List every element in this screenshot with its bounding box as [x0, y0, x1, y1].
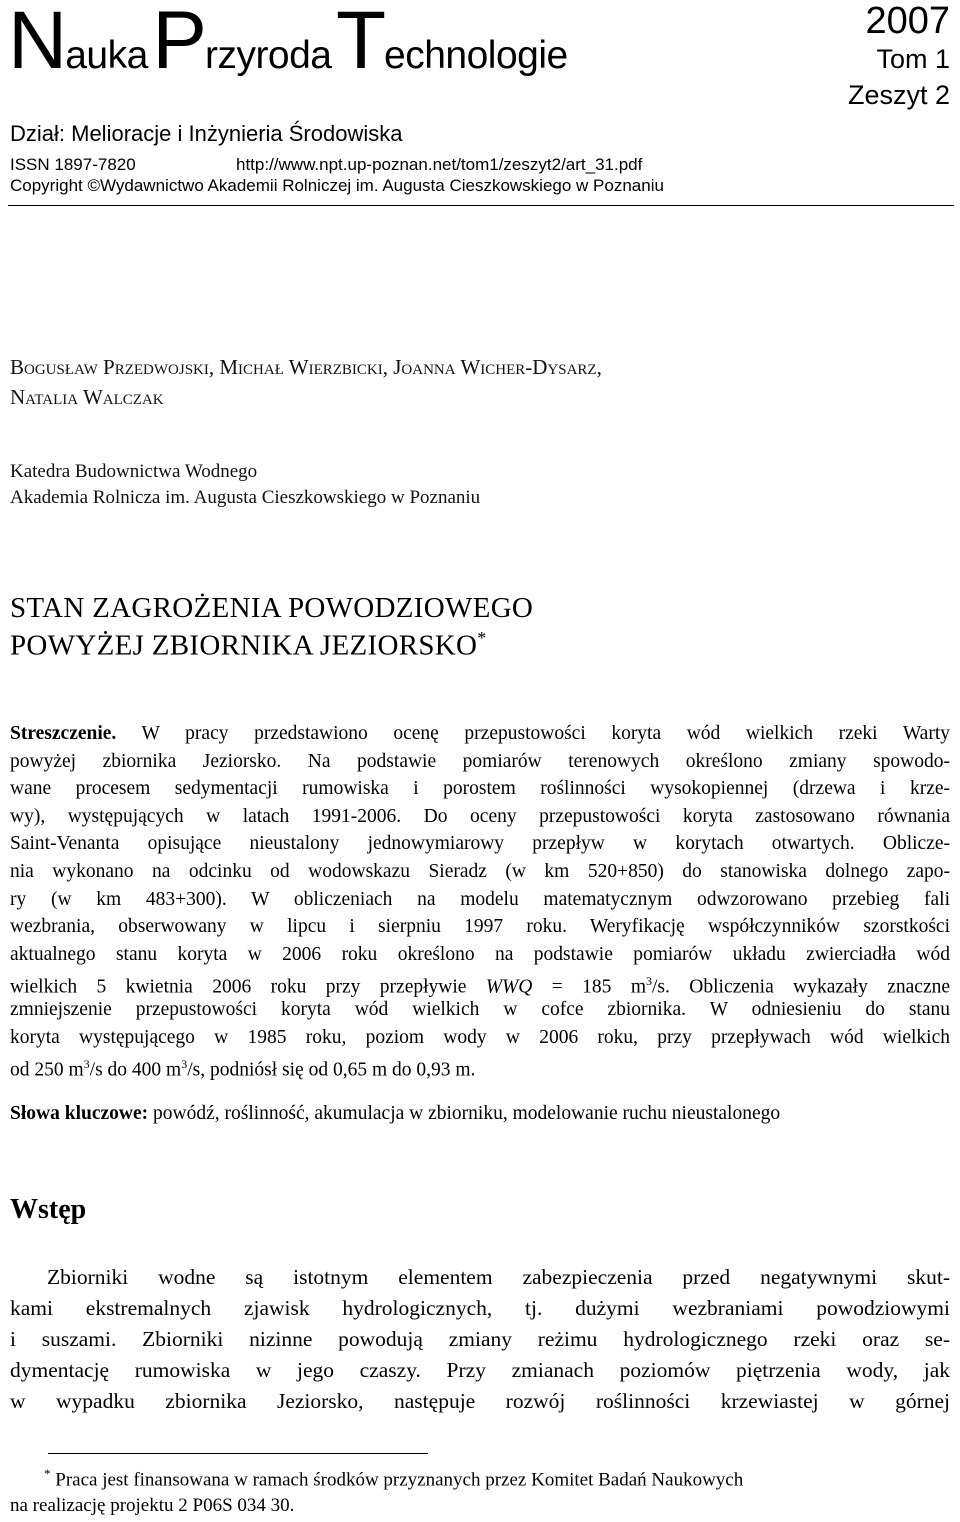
footnote-line-1	[44, 1466, 743, 1491]
journal-word-nauka: auka	[65, 34, 148, 77]
abstract-line	[10, 720, 950, 748]
footnote-mark: *	[44, 1466, 51, 1481]
copyright: Copyright ©Wydawnictwo Akademii Rolniczej im. Augusta Cieszkowskiego w Poznaniu	[10, 176, 664, 195]
abstract-text: /s do 400 m	[89, 1059, 182, 1081]
abstract-text: wielkich 5 kwietnia 2006 roku przy przepływie	[10, 976, 486, 998]
abstract-line: wane procesem sedymentacji rumowiska i porostem roślinności wysokopiennej (drzewa i krze-	[10, 778, 950, 800]
journal-issue: Zeszyt 2	[847, 80, 950, 110]
article-url[interactable]: http://www.npt.up-poznan.net/tom1/zeszyt2/art_31.pdf	[236, 155, 643, 174]
abstract-label: Streszczenie.	[10, 723, 117, 744]
keywords-label: Słowa kluczowe:	[10, 1103, 149, 1124]
keywords	[10, 1103, 780, 1125]
abstract-line	[10, 968, 950, 996]
intro-line: w wypadku zbiornika Jeziorsko, następuje rozwój roślinności krzewiastej w górnej	[10, 1389, 950, 1413]
footnote-divider	[48, 1453, 428, 1454]
wwq-symbol: WWQ	[485, 976, 533, 998]
abstract-line: powyżej zbiornika Jeziorsko. Na podstawie pomiarów terenowych określono zmiany spowodo-	[10, 750, 950, 772]
journal-section: Dział: Melioracje i Inżynieria Środowiska	[10, 121, 403, 146]
journal-volume: Tom 1	[876, 44, 950, 74]
abstract	[10, 720, 950, 1079]
abstract-text: W pracy przedstawiono ocenę przepustowości koryta wód wielkich rzeki Warty	[141, 723, 950, 744]
title-footnote-mark: *	[477, 628, 487, 648]
abstract-line: aktualnego stanu koryta w 2006 roku określono na podstawie pomiarów układu zwierciadła wód	[10, 943, 950, 965]
article-title-text: POWYŻEJ ZBIORNIKA JEZIORSKO	[10, 629, 478, 662]
authors-line-2: Natalia Walczak	[10, 385, 164, 409]
article-title-line-2	[10, 628, 487, 663]
journal-word-przyroda: rzyroda	[204, 34, 332, 77]
affiliation-line-1: Katedra Budownictwa Wodnego	[10, 461, 258, 482]
abstract-line: wy), występujących w latach 1991-2006. Do oceny przepustowości koryta zastosowano równania	[10, 805, 950, 827]
abstract-text: /s. Obliczenia wykazały znaczne	[652, 976, 951, 998]
journal-initial-t: T	[335, 0, 385, 86]
journal-initial-n: N	[8, 0, 66, 86]
abstract-line: Saint-Venanta opisujące nieustalony jednowymiarowy przepływ w korytach otwartych. Oblicze-	[10, 833, 950, 855]
abstract-line: koryta występującego w 1985 roku, poziom wody w 2006 roku, przy przepływach wód wielkich	[10, 1026, 950, 1048]
abstract-line	[10, 1051, 950, 1079]
abstract-line: nia wykonano na odcinku od wodowskazu Sieradz (w km 520+850) do stanowiska dolnego zapo-	[10, 860, 950, 882]
journal-title	[8, 0, 568, 86]
intro-line: i suszami. Zbiorniki nizinne powodują zmiany reżimu hydrologicznego rzeki oraz se-	[10, 1327, 950, 1351]
intro-paragraph	[10, 1262, 950, 1417]
footnote-line-2: na realizację projektu 2 P06S 034 30.	[10, 1495, 295, 1516]
abstract-line: zmniejszenie przepustowości koryta wód wielkich w cofce zbiornika. W odniesieniu do stanu	[10, 998, 950, 1020]
abstract-text: = 185 m	[532, 976, 646, 998]
exponent: 3	[83, 1057, 90, 1072]
issn: ISSN 1897-7820	[10, 155, 136, 174]
abstract-line: ry (w km 483+300). W obliczeniach na modelu matematycznym odwzorowano przebieg fali	[10, 888, 950, 910]
section-title: Wstęp	[10, 1194, 87, 1225]
article-title-line-1: STAN ZAGROŻENIA POWODZIOWEGO	[10, 592, 534, 624]
abstract-line: wezbrania, obserwowany w lipcu i sierpniu 1997 roku. Weryfikację współczynników szorstkości	[10, 916, 950, 938]
intro-line: dymentację rumowiska w jego czaszy. Przy zmianach poziomów piętrzenia wody, jak	[10, 1358, 950, 1382]
exponent: 3	[646, 974, 652, 989]
intro-line: kami ekstremalnych zjawisk hydrologicznych, tj. dużymi wezbraniami powodziowymi	[10, 1296, 950, 1320]
intro-line: Zbiorniki wodne są istotnym elementem zabezpieczenia przed negatywnymi skut-	[47, 1265, 950, 1289]
exponent: 3	[181, 1057, 188, 1072]
keywords-text: powódź, roślinność, akumulacja w zbiorniku, modelowanie ruchu nieustalonego	[148, 1103, 781, 1124]
journal-initial-p: P	[152, 0, 205, 86]
journal-word-technologie: echnologie	[384, 34, 568, 77]
affiliation-line-2: Akademia Rolnicza im. Augusta Cieszkowskiego w Poznaniu	[10, 487, 481, 508]
abstract-text: od 250 m	[10, 1059, 84, 1081]
journal-year: 2007	[865, 0, 950, 42]
authors-line-1: Bogusław Przedwojski, Michał Wierzbicki, Joanna Wicher-Dysarz,	[10, 355, 602, 379]
footnote-text: Praca jest finansowana w ramach środków przyznanych przez Komitet Badań Naukowych	[50, 1469, 744, 1491]
abstract-text: /s, podniósł się od 0,65 m do 0,93 m.	[187, 1059, 476, 1081]
header-divider	[8, 205, 954, 206]
